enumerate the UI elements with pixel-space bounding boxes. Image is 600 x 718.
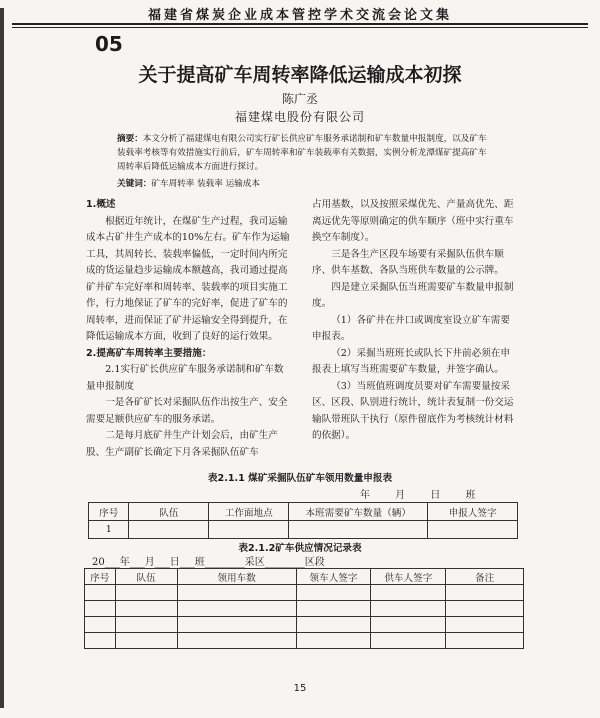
paragraph: 四是建立采掘队伍当班需要矿车数量申报制度。 [312,281,514,309]
subsection-heading-2-1: 2.1实行矿长供应矿车服务承诺制和矿车数量申报制度 [86,364,284,392]
keywords-label: 关键词： [117,179,152,189]
table-header-cell: 备注 [446,569,524,585]
table-cell [85,601,116,617]
table-cell [446,585,524,601]
page-number: 15 [293,683,307,694]
table-cell [209,521,289,539]
table-cell [177,585,296,601]
header-rule-thick [12,23,588,25]
table-cell [446,617,524,633]
table-cell [428,521,518,539]
table-header-cell: 序号 [89,503,129,521]
section-heading-1: 1.概述 [86,199,116,210]
table-cell [115,633,177,649]
table-row [85,633,524,649]
table-header-cell: 供车人签字 [371,569,446,585]
paragraph: 三是各生产区段车场要有采掘队伍供车顺序、供车基数、各队当班供车数量的公示牌。 [312,248,504,276]
paragraph: 根据近年统计，在煤矿生产过程，我司运输成本占矿井生产成本的10%左右。矿车作为运输工具，其周转长、装载率偏低，一定时间内所完成的货运量趋步运输成本额越高，我司通过提高矿井矿车完好率和周转率、装载率的项目实施工作，行力地保证了矿车的完好率，促进了矿车的周转率，进而保证了矿井运输安全得到提升，在降低运输成本方面，收到了良好的运行效果。 [86,215,290,342]
table-cell [296,601,371,617]
table1-caption: 表2.1.1 煤矿采掘队伍矿车领用数量申报表 [207,473,393,484]
right-column [312,197,517,445]
table-cell [296,585,371,601]
table-cell [446,601,524,617]
left-column [86,197,291,461]
table-header-cell: 领车人签字 [296,569,371,585]
table2 [84,568,524,649]
list-item: （1）各矿井在井口或调度室设立矿车需要申报表。 [312,314,510,342]
table-cell [371,617,446,633]
table-cell [371,585,446,601]
header-rule-thin [12,27,588,28]
list-item: （3）当班值班调度员要对矿车需要量按采区、区段、队别进行统计，统计表复制一份交运输队带班队干执行（原件留底作为考核统计材料的依据）。 [312,380,514,441]
abstract-text: 本文分析了福建煤电有限公司实行矿长供应矿车服务承诺制和矿车数量申报制度，以及矿车装载率考核等有效措施实行前后，矿车周转率和矿车装载率有关数据，实例分析龙潭煤矿提高矿车周转率后降低运输成本方面进行探讨。 [117,134,487,172]
table-header-cell: 本班需要矿车数量（辆） [289,503,428,521]
table2-caption: 表2.1.2矿车供应情况记录表 [238,543,362,554]
table-header-cell: 序号 [85,569,116,585]
table-cell [85,617,116,633]
table-row [85,601,524,617]
table-row [89,521,518,539]
table-cell [115,617,177,633]
table-header-cell: 工作面地点 [209,503,289,521]
table-header-cell: 申报人签字 [428,503,518,521]
table-header-row [85,569,524,585]
table-cell: 1 [89,521,129,539]
paragraph: 一是各矿矿长对采掘队伍作出按生产、安全需要足额供应矿车的服务承诺。 [86,397,288,425]
table1 [88,502,518,539]
table-cell [85,585,116,601]
table-cell [177,617,296,633]
table-cell [446,633,524,649]
affiliation: 福建煤电股份有限公司 [234,110,365,124]
table-header-cell: 队伍 [129,503,209,521]
running-header: 福建省煤炭企业成本管控学术交流会论文集 [147,8,452,23]
paragraph: 二是每月底矿井生产计划会后，由矿生产股、生产副矿长确定下月各采掘队伍矿车 [86,430,278,458]
author: 陈广丞 [281,92,318,106]
article-number: 05 [95,32,123,56]
abstract-label: 摘要： [117,134,143,144]
table-cell [296,633,371,649]
table-header-cell: 领用车数 [177,569,296,585]
article-title: 关于提高矿车周转率降低运输成本初探 [138,64,462,86]
table-cell [115,585,177,601]
keywords [117,177,492,189]
table-cell [177,633,296,649]
table-cell [289,521,428,539]
paragraph: 占用基数，以及按照采煤优先、产量高优先、距离远优先等原则确定的供车顺序（班中实行重车换空车制度）。 [312,199,514,243]
table-cell [177,601,296,617]
table-cell [115,601,177,617]
list-item: （2）采掘当班班长或队长下井前必须在申报表上填写当班需要矿车数量，并签字确认。 [312,347,510,375]
table-cell [296,617,371,633]
table-cell [371,601,446,617]
table1-date-line: 年 月 日 班 [360,490,476,501]
section-heading-2: 2.提高矿车周转率主要措施： [86,347,212,359]
table-cell [85,633,116,649]
table2-date-line: 20___年___月___日___班________采区________区段 [92,557,325,568]
table-cell [371,633,446,649]
table-row [85,617,524,633]
keywords-text: 矿车周转率 装载率 运输成本 [151,179,260,189]
table-header-row [89,503,518,521]
table-row [85,585,524,601]
table-cell [129,521,209,539]
table-header-cell: 队伍 [115,569,177,585]
abstract [117,132,492,174]
